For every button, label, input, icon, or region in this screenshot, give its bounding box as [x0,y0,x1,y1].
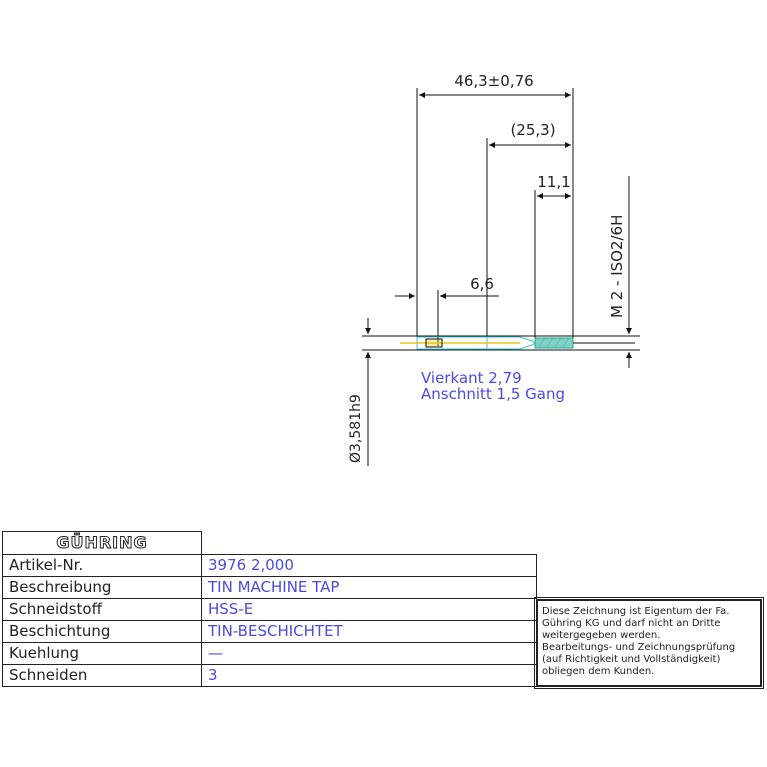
label-artikel-nr: Artikel-Nr. [3,555,202,577]
guehring-logo: GÜHRING [56,533,148,552]
table-row [3,555,537,577]
disclaimer-line: (auf Richtigkeit und Vollständigkeit) [542,654,721,665]
tap-body [400,337,635,349]
label-schneiden: Schneiden [3,665,202,687]
value-beschichtung: TIN-BESCHICHTET [202,621,537,643]
label-schneidstoff: Schneidstoff [3,599,202,621]
svg-text:11,1: 11,1 [537,173,571,191]
title-block [2,531,537,687]
disclaimer-line: Gühring KG und darf nicht an Dritte [542,618,721,629]
table-row [3,621,537,643]
logo-cell [3,532,202,555]
label-beschichtung: Beschichtung [3,621,202,643]
note-square: Vierkant 2,79 [421,369,522,387]
label-beschreibung: Beschreibung [3,577,202,599]
svg-text:(25,3): (25,3) [510,121,556,139]
svg-text:6,6: 6,6 [470,275,494,293]
table-row [3,599,537,621]
table-row [3,643,537,665]
label-kuehlung: Kuehlung [3,643,202,665]
disclaimer-box [536,599,762,687]
value-schneiden: 3 [202,665,537,687]
disclaimer-line: weitergegeben werden. [542,630,661,641]
disclaimer-line: Bearbeitungs- und Zeichnungsprüfung [542,642,736,653]
dimension-square-length [395,275,499,296]
extension-lines [362,88,640,350]
dimension-overall-length [419,72,571,95]
dimension-ref-length [489,121,571,145]
note-chamfer: Anschnitt 1,5 Gang [421,385,566,403]
table-row [3,665,537,687]
disclaimer-line: obliegen dem Kunden. [542,666,655,677]
value-kuehlung: — [202,643,537,665]
table-row [3,577,537,599]
svg-text:46,3±0,76: 46,3±0,76 [454,72,534,90]
dimension-thread-length [537,173,571,196]
value-schneidstoff: HSS-E [202,599,537,621]
svg-text:M 2 - ISO2/6H: M 2 - ISO2/6H [608,214,626,318]
svg-text:Ø3,581h9: Ø3,581h9 [348,394,364,463]
dimension-thread-spec [608,176,629,368]
value-artikel-nr: 3976 2,000 [202,555,537,577]
value-beschreibung: TIN MACHINE TAP [202,577,537,599]
disclaimer-line: Diese Zeichnung ist Eigentum der Fa. [542,606,730,617]
dimension-shank-diameter [348,318,368,466]
